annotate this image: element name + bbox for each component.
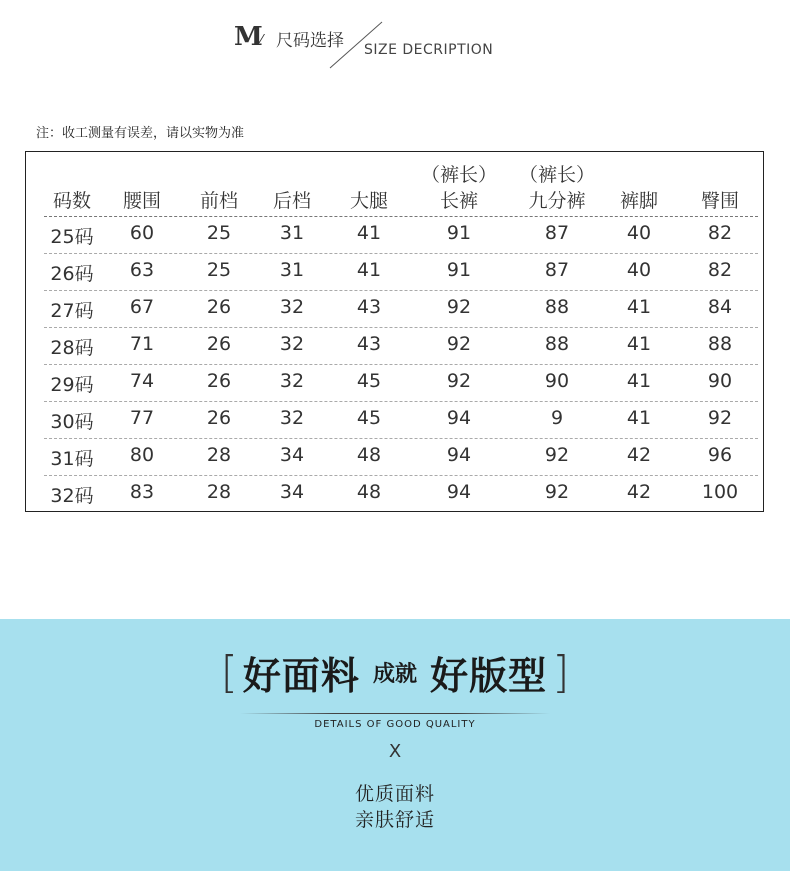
header-length-long-note: （裤长） bbox=[420, 164, 497, 186]
cell-length-long: 94 bbox=[446, 444, 472, 466]
header-length-long bbox=[414, 152, 504, 216]
cell-hip: 88 bbox=[707, 333, 733, 355]
cell-length-cropped: 90 bbox=[544, 370, 570, 392]
header-length-cropped-note: （裤长） bbox=[518, 164, 595, 186]
header-front-rise-label: 前档 bbox=[199, 190, 238, 212]
cell-back-rise: 31 bbox=[279, 222, 305, 244]
cell-waist: 60 bbox=[129, 222, 155, 244]
header-size-label: 码数 bbox=[52, 190, 91, 212]
size-table bbox=[25, 151, 764, 512]
page-title: 尺码选择 bbox=[276, 31, 344, 51]
cell-hem: 41 bbox=[626, 407, 652, 429]
banner-subtitle: DETAILS OF GOOD QUALITY bbox=[314, 719, 476, 730]
cell-size: 26码 bbox=[50, 263, 94, 285]
cell-front-rise: 25 bbox=[206, 259, 232, 281]
cell-back-rise: 32 bbox=[279, 333, 305, 355]
cell-waist: 67 bbox=[129, 296, 155, 318]
header-length-cropped-label: 九分裤 bbox=[528, 190, 586, 212]
cell-thigh: 41 bbox=[356, 259, 382, 281]
banner-title bbox=[0, 645, 790, 700]
cell-thigh: 45 bbox=[356, 370, 382, 392]
cell-back-rise: 32 bbox=[279, 370, 305, 392]
cell-front-rise: 28 bbox=[206, 481, 232, 503]
header-thigh-label: 大腿 bbox=[349, 190, 388, 212]
cell-hip: 90 bbox=[707, 370, 733, 392]
table-row bbox=[44, 253, 758, 290]
cell-thigh: 43 bbox=[356, 333, 382, 355]
cell-back-rise: 34 bbox=[279, 444, 305, 466]
cell-hip: 84 bbox=[707, 296, 733, 318]
table-row bbox=[44, 475, 758, 512]
cell-thigh: 43 bbox=[356, 296, 382, 318]
cell-waist: 83 bbox=[129, 481, 155, 503]
header-length-cropped bbox=[512, 152, 602, 216]
cell-length-cropped: 88 bbox=[544, 296, 570, 318]
cell-hem: 40 bbox=[626, 259, 652, 281]
cell-length-cropped: 87 bbox=[544, 259, 570, 281]
table-row bbox=[44, 401, 758, 438]
table-header-row bbox=[26, 152, 763, 216]
cell-length-long: 92 bbox=[446, 296, 472, 318]
cell-waist: 80 bbox=[129, 444, 155, 466]
header-thigh bbox=[324, 152, 414, 216]
table-row bbox=[44, 327, 758, 364]
header-hip bbox=[675, 152, 765, 216]
cell-back-rise: 34 bbox=[279, 481, 305, 503]
cell-length-cropped: 92 bbox=[544, 481, 570, 503]
quality-banner bbox=[0, 619, 790, 871]
banner-title-connector: 成就 bbox=[372, 662, 417, 687]
banner-line-fabric: 优质面料 bbox=[354, 783, 435, 805]
cell-size: 27码 bbox=[50, 300, 94, 322]
banner-title-pattern: 好版型 bbox=[430, 654, 548, 698]
cell-hip: 96 bbox=[707, 444, 733, 466]
table-row bbox=[44, 290, 758, 327]
brand-logo: M⁄ bbox=[234, 22, 261, 52]
header-hem-label: 裤脚 bbox=[619, 190, 658, 212]
cell-waist: 77 bbox=[129, 407, 155, 429]
cell-back-rise: 32 bbox=[279, 407, 305, 429]
cell-waist: 74 bbox=[129, 370, 155, 392]
cell-hip: 92 bbox=[707, 407, 733, 429]
cell-thigh: 48 bbox=[356, 481, 382, 503]
cell-length-long: 91 bbox=[446, 259, 472, 281]
cell-hem: 42 bbox=[626, 481, 652, 503]
cell-hip: 100 bbox=[701, 481, 739, 503]
cell-thigh: 41 bbox=[356, 222, 382, 244]
cell-length-cropped: 87 bbox=[544, 222, 570, 244]
cell-front-rise: 26 bbox=[206, 370, 232, 392]
cell-waist: 71 bbox=[129, 333, 155, 355]
bracket-left: [ bbox=[220, 647, 238, 698]
cell-size: 28码 bbox=[50, 337, 94, 359]
header-length-long-label: 长裤 bbox=[439, 190, 478, 212]
cell-hem: 41 bbox=[626, 370, 652, 392]
cell-hem: 40 bbox=[626, 222, 652, 244]
cell-front-rise: 26 bbox=[206, 296, 232, 318]
cell-length-long: 91 bbox=[446, 222, 472, 244]
cell-thigh: 45 bbox=[356, 407, 382, 429]
header-back-rise-label: 后档 bbox=[272, 190, 311, 212]
cell-front-rise: 26 bbox=[206, 333, 232, 355]
table-row bbox=[44, 216, 758, 253]
cell-length-cropped: 88 bbox=[544, 333, 570, 355]
cell-front-rise: 28 bbox=[206, 444, 232, 466]
cell-size: 31码 bbox=[50, 448, 94, 470]
cell-length-cropped: 92 bbox=[544, 444, 570, 466]
bracket-right: ] bbox=[552, 647, 570, 698]
cell-hem: 42 bbox=[626, 444, 652, 466]
cell-hip: 82 bbox=[707, 222, 733, 244]
cell-length-long: 94 bbox=[446, 481, 472, 503]
page-subtitle: SIZE DECRIPTION bbox=[364, 42, 494, 58]
table-row bbox=[44, 364, 758, 401]
cell-thigh: 48 bbox=[356, 444, 382, 466]
banner-divider bbox=[240, 713, 550, 714]
cell-front-rise: 26 bbox=[206, 407, 232, 429]
banner-line-comfort: 亲肤舒适 bbox=[354, 809, 435, 831]
cell-size: 25码 bbox=[50, 226, 94, 248]
cell-size: 32码 bbox=[50, 485, 94, 507]
cell-waist: 63 bbox=[129, 259, 155, 281]
cell-length-long: 92 bbox=[446, 333, 472, 355]
cell-hem: 41 bbox=[626, 333, 652, 355]
table-row bbox=[44, 438, 758, 475]
banner-x-mark: X bbox=[388, 741, 402, 762]
cell-length-long: 92 bbox=[446, 370, 472, 392]
cell-front-rise: 25 bbox=[206, 222, 232, 244]
cell-back-rise: 32 bbox=[279, 296, 305, 318]
header-hip-label: 臀围 bbox=[700, 190, 739, 212]
cell-length-cropped: 9 bbox=[550, 407, 564, 429]
cell-hem: 41 bbox=[626, 296, 652, 318]
header-waist-label: 腰围 bbox=[122, 190, 161, 212]
cell-length-long: 94 bbox=[446, 407, 472, 429]
cell-size: 30码 bbox=[50, 411, 94, 433]
banner-title-fabric: 好面料 bbox=[242, 654, 360, 698]
header-hem bbox=[594, 152, 684, 216]
cell-size: 29码 bbox=[50, 374, 94, 396]
cell-back-rise: 31 bbox=[279, 259, 305, 281]
measurement-note: 注：收工测量有误差，请以实物为准 bbox=[36, 126, 245, 141]
cell-hip: 82 bbox=[707, 259, 733, 281]
